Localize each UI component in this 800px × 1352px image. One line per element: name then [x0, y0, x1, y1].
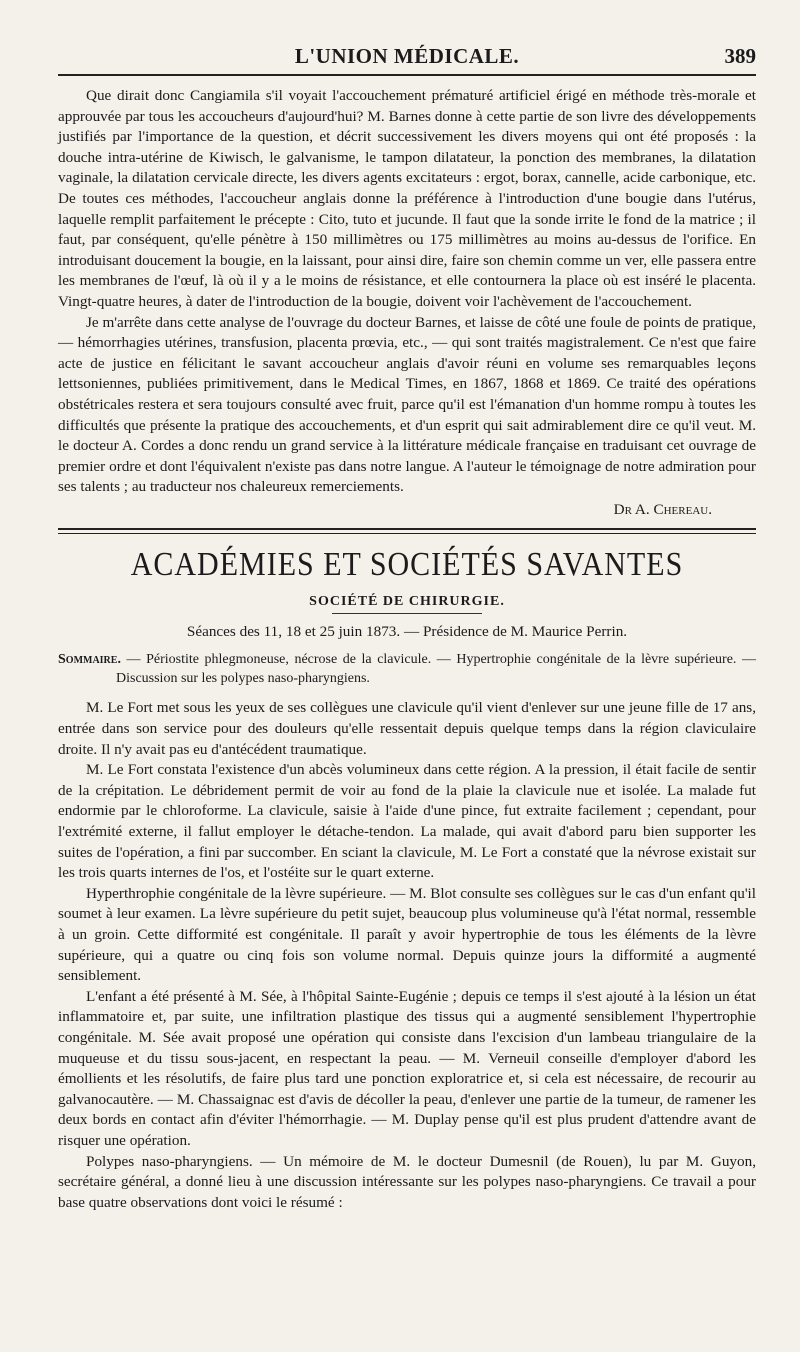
author-signature: Dr A. Chereau.	[613, 500, 712, 518]
proceedings-paragraph-3: Hyperthrophie congénitale de la lèvre supérieure. — M. Blot consulte ses collègues sur le cas d'un enfant qu'il soumet à leur examen. La lèvre supérieure du petit sujet, beaucoup plus volumineuse qu'à l'état normal, ressemble à un groin. Cette difformité est congénitale. Il paraît y avoir hypertrophie de tous les éléments de la lèvre supérieure, qui a quatre ou cinq fois son volume normal. Depuis quinze jours la difformité a augmenté sensiblement.	[58, 884, 756, 985]
section-heading: ACADÉMIES ET SOCIÉTÉS SAVANTES	[130, 546, 684, 584]
running-head	[58, 38, 756, 76]
review-paragraph-2: Je m'arrête dans cette analyse de l'ouvrage du docteur Barnes, et laisse de côté une foule de points de pratique, — hémorrhagies utérines, transfusion, placenta prœvia, etc., — qui sont traités magistralement. Ce n'est que faire acte de justice en félicitant le savant accoucheur anglais d'avoir réuni en volume ses remarquables leçons lettsoniennes, publiées primitivement, dans le Medical Times, en 1867, 1868 et 1869. Ce traité des opérations obstétricales restera et sera toujours consulté avec fruit, parce qu'il est l'émanation d'un homme rompu à toutes les difficultés que présente la pratique des accouchements, et d'un esprit qui sait admirablement dire ce qu'il veut. M. le docteur A. Cordes a donc rendu un grand service à la littérature médicale française en traduisant cet ouvrage de premier ordre et dont l'équivalent n'existe pas dans notre langue. A l'auteur le témoignage de notre admiration pour ses talents ; au traducteur nos chaleureux remerciements.	[58, 313, 756, 496]
society-underline	[332, 613, 482, 614]
session-line: Séances des 11, 18 et 25 juin 1873. — Présidence de M. Maurice Perrin.	[186, 623, 628, 641]
review-paragraph-1: Que dirait donc Cangiamila s'il voyait l'accouchement prématuré artificiel érigé en méthode très-morale et approuvée par tous les accoucheurs d'aujourd'hui? M. Barnes donne à cette partie de son livre des développements justifiés par l'importance de la question, et décrit successivement les divers moyens qui ont été proposés : la douche intra-utérine de Kiwisch, le galvanisme, le tampon dilatateur, la ponction des membranes, la dilatation vaginale, la dilatation cervicale directe, les divers agents excitateurs : ergot, borax, cannelle, acide carbonique, etc. De toutes ces méthodes, l'accoucheur anglais donne la préférence à l'introduction d'une bougie dans l'utérus, laquelle remplit parfaitement le précepte : Cito, tuto et jucunde. Il faut que la sonde irrite le fond de la matrice ; il faut, par conséquent, qu'elle pénètre à 150 millimètres ou 175 millimètres au moins au-dessus de l'orifice. En introduisant doucement la bougie, en la laissant, pour ainsi dire, faire son chemin comme un ver, elle passera entre les membranes de l'œuf, là où il y a le moins de résistance, et elle contournera la place où est inséré le placenta. Vingt-quatre heures, à dater de l'introduction de la bougie, doivent voir l'achèvement de l'accouchement.	[58, 87, 756, 310]
proceedings-paragraph-4: L'enfant a été présenté à M. Sée, à l'hôpital Sainte-Eugénie ; depuis ce temps il s'est ajouté à la lésion un état inflammatoire et, par suite, une infiltration plastique des tissus qui a augmenté sensiblement l'hypertrophie congénitale. M. Sée avait proposé une opération qui consiste dans l'excision d'un lambeau triangulaire de la muqueuse et du tissu sous-jacent, en respectant la peau. — M. Verneuil conseille d'employer d'abord les émollients et les résolutifs, de faire plus tard une ponction exploratrice et, si cela est nécessaire, de recourir au galvanocautère. — M. Chassaignac est d'avis de décoller la peau, d'enlever une partie de la tumeur, de ramener les deux bords en contact afin d'éviter l'hémorrhagie. — M. Duplay pense qu'il est plus prudent d'attendre avant de risquer une opération.	[58, 987, 756, 1149]
proceedings-text	[58, 698, 756, 1213]
proceedings-paragraph-5: Polypes naso-pharyngiens. — Un mémoire de M. le docteur Dumesnil (de Rouen), lu par M. Guyon, secrétaire général, a donné lieu à une discussion intéressante sur les polypes naso-pharyngiens. Ce travail a pour base quatre observations dont voici le résumé :	[58, 1152, 756, 1211]
society-heading: SOCIÉTÉ DE CHIRURGIE.	[309, 594, 505, 610]
summary-text: — Périostite phlegmoneuse, nécrose de la clavicule. — Hypertrophie congénitale de la lèvre supérieure. — Discussion sur les polypes naso-pharyngiens.	[116, 652, 756, 687]
journal-title: L'UNION MÉDICALE.	[294, 44, 520, 68]
summary	[58, 650, 756, 688]
proceedings-paragraph-1: M. Le Fort met sous les yeux de ses collègues une clavicule qu'il vient d'enlever sur une jeune fille de 17 ans, entrée dans son service pour des douleurs qu'elle ressentait depuis quelque temps dans la région claviculaire droite. Il n'y avait pas eu d'antécédent traumatique.	[58, 699, 756, 758]
section-divider	[58, 528, 756, 534]
summary-label: Sommaire.	[58, 652, 121, 668]
proceedings-paragraph-2: M. Le Fort constata l'existence d'un abcès volumineux dans cette région. A la pression, il était facile de sentir de la crépitation. Le débridement permit de voir au fond de la plaie la clavicule nue et isolée. La malade fut endormie par le chloroforme. La clavicule, saisie à l'aide d'une pince, fut extraite facilement ; cependant, pour l'extrémité externe, il fallut employer le détache-tendon. La malade, qui avait d'abord paru bien supporter les suites de l'opération, a fini par succomber. En sciant la clavicule, M. Le Fort a constaté que la névrose existait sur les trois quarts internes de l'os, et l'ostéite sur le quart externe.	[58, 761, 756, 882]
page-number: 389	[724, 44, 756, 68]
book-review-text	[58, 86, 756, 498]
